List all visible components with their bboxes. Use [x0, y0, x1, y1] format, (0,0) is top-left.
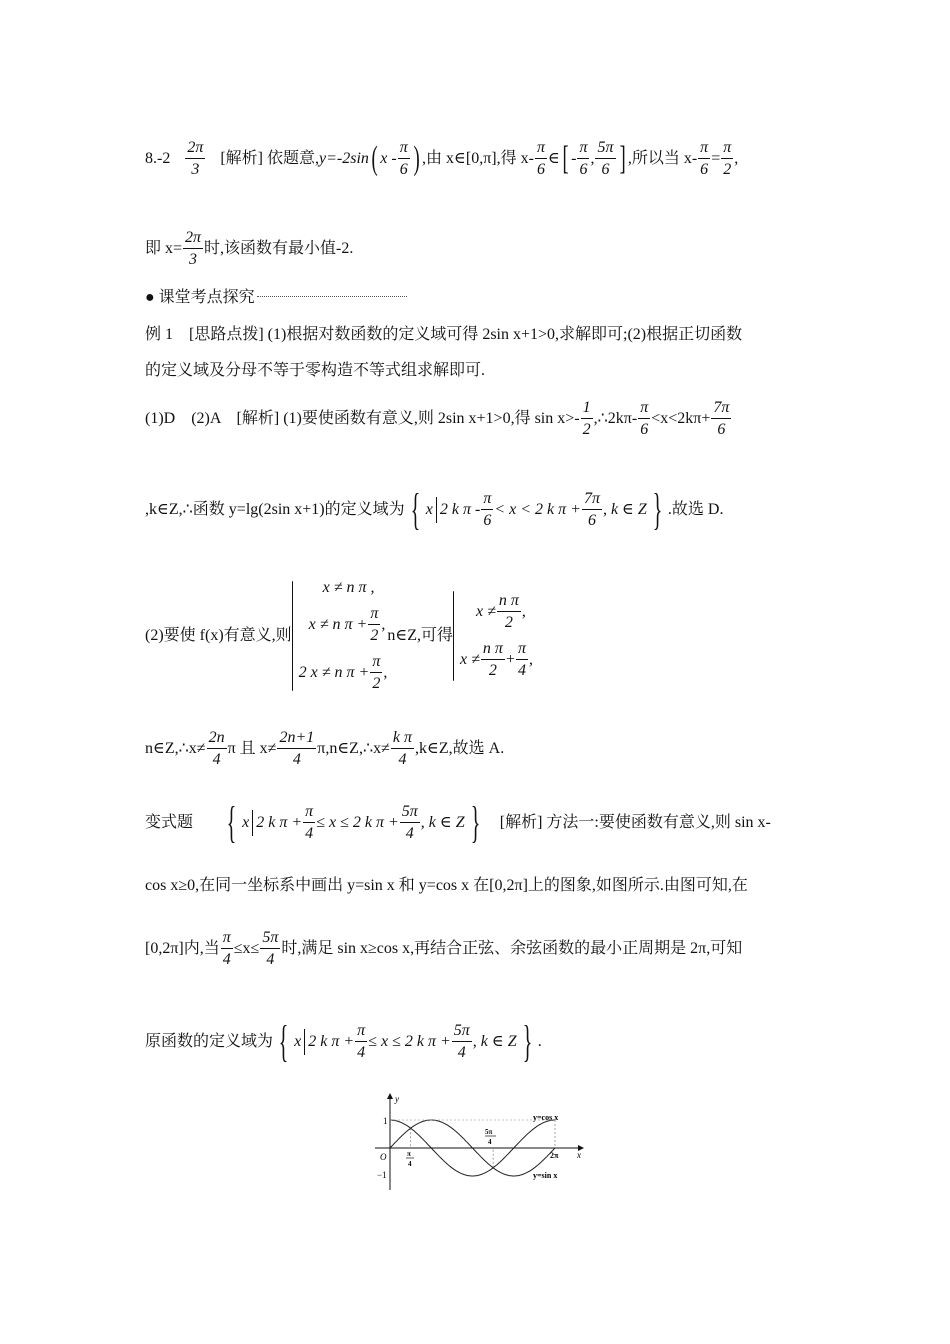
variant-line-3: [0,2π]内,当 $\frac{\pi}{4}$ ≤x≤ $\frac{5\pi}{4}$ 时,满足 sin x≥cos x,再结合正弦、余弦函数的最小正周期是 2π,可知 [145, 929, 743, 968]
tick-5pi-4-num: 5π [485, 1128, 493, 1136]
tick-pi-4-den: 4 [408, 1160, 412, 1168]
example-1-line-6: n∈Z,∴x≠ $\frac{2n}{4}$ π 且 x≠ $\frac{2n+1}{4}$ π,n∈Z,∴x≠ $\frac{\text{k π}}{4}$ ,k∈Z,故选 A. [145, 729, 505, 768]
tick-5pi-4-den: 4 [488, 1138, 492, 1146]
equation-system-1: x ≠ n π , x ≠ n π + $\frac{\pi}{2}$ , 2 x ≠ n π + $\frac{\pi}{2}$ , [298, 579, 388, 692]
cos-legend: y=cos x [533, 1113, 559, 1122]
x-axis-label: x [577, 1150, 581, 1160]
tick-1: 1 [383, 1116, 388, 1126]
sin-cos-graph [355, 1090, 595, 1190]
example-1-line-3: (1)D (2)A [解析] (1)要使函数有意义,则 2sin x+1>0,得 sin x>- $\frac{1}{2}$ ,∴2kπ- $\frac{\pi}{6}$ <x<2kπ+ $\frac{7\pi}{6}$ [145, 399, 730, 438]
y-axis-label: y [395, 1094, 399, 1104]
variant-line-1: 变式题 { x 2 k π + $\frac{\pi}{4}$ ≤ x ≤ 2 k π + $\frac{5\pi}{4}$ , k ∈ Z } [解析] 方法一:要使函数有意义,则 sin x- [145, 798, 771, 847]
sin-legend: y=sin x [533, 1171, 558, 1180]
answer-8-analysis: [解析] 依题意, [220, 150, 320, 167]
origin-label: O [380, 1152, 387, 1162]
variant-line-2: cos x≥0,在同一坐标系中画出 y=sin x 和 y=cos x 在[0,2π]上的图象,如图所示.由图可知,在 [145, 877, 748, 894]
tick-2pi: 2π [550, 1151, 559, 1160]
answer-8-value: $\frac{2\pi}{3}$ [187, 139, 204, 178]
example-1-line-5: (2)要使 f(x)有意义,则 x ≠ n π , x ≠ n π + $\frac{\pi}{2}$ , 2 x ≠ n π + $\frac{\pi}{2}$ , n∈Z,可得 x ≠ $\frac{\text{n π}}{2}$ , x ≠ $\frac{\text{n π}}{2}$ + $\frac{\pi}{4}$ , [145, 579, 533, 692]
tick-pi-4-num: π [407, 1150, 411, 1158]
example-1-line-1: 例 1 [思路点拨] (1)根据对数函数的定义域可得 2sin x+1>0,求解即可;(2)根据正切函数 [145, 326, 743, 343]
variant-line-4: 原函数的定义域为 { x 2 k π + $\frac{\pi}{4}$ ≤ x ≤ 2 k π + $\frac{5\pi}{4}$ , k ∈ Z } . [145, 1017, 542, 1066]
answer-8-conclusion: 即 x= $\frac{2\pi}{3}$ 时,该函数有最小值-2. [145, 229, 354, 268]
answer-8-prefix: 8.-2 [145, 150, 171, 167]
answer-8-line: 8.-2 $\frac{2\pi}{3}$ [解析] 依题意, y=-2sin ( x - $\frac{\pi}{6}$ ) ,由 x∈[0,π],得 x- $\frac{\pi}{6}$ ∈ [ - $\frac{\pi}{6}$ , $\frac{5\pi}{6}$ ] ,所以当 x- $\frac{\pi}{6}$ = $\frac{\pi}{2}$ , [145, 139, 739, 178]
example-1-line-4: ,k∈Z,∴函数 y=lg(2sin x+1)的定义域为 { x 2 k π - $\frac{\pi}{6}$ < x < 2 k π + $\frac{7\pi}{6}$ , k ∈ Z } .故选 D. [145, 485, 724, 534]
tick-neg-1: −1 [377, 1170, 387, 1180]
example-1-line-2: 的定义域及分母不等于零构造不等式组求解即可. [145, 362, 486, 379]
equation-system-2: x ≠ $\frac{\text{n π}}{2}$ , x ≠ $\frac{\text{n π}}{2}$ + $\frac{\pi}{4}$ , [460, 592, 533, 679]
section-heading: ● 课堂考点探究 [145, 290, 407, 306]
